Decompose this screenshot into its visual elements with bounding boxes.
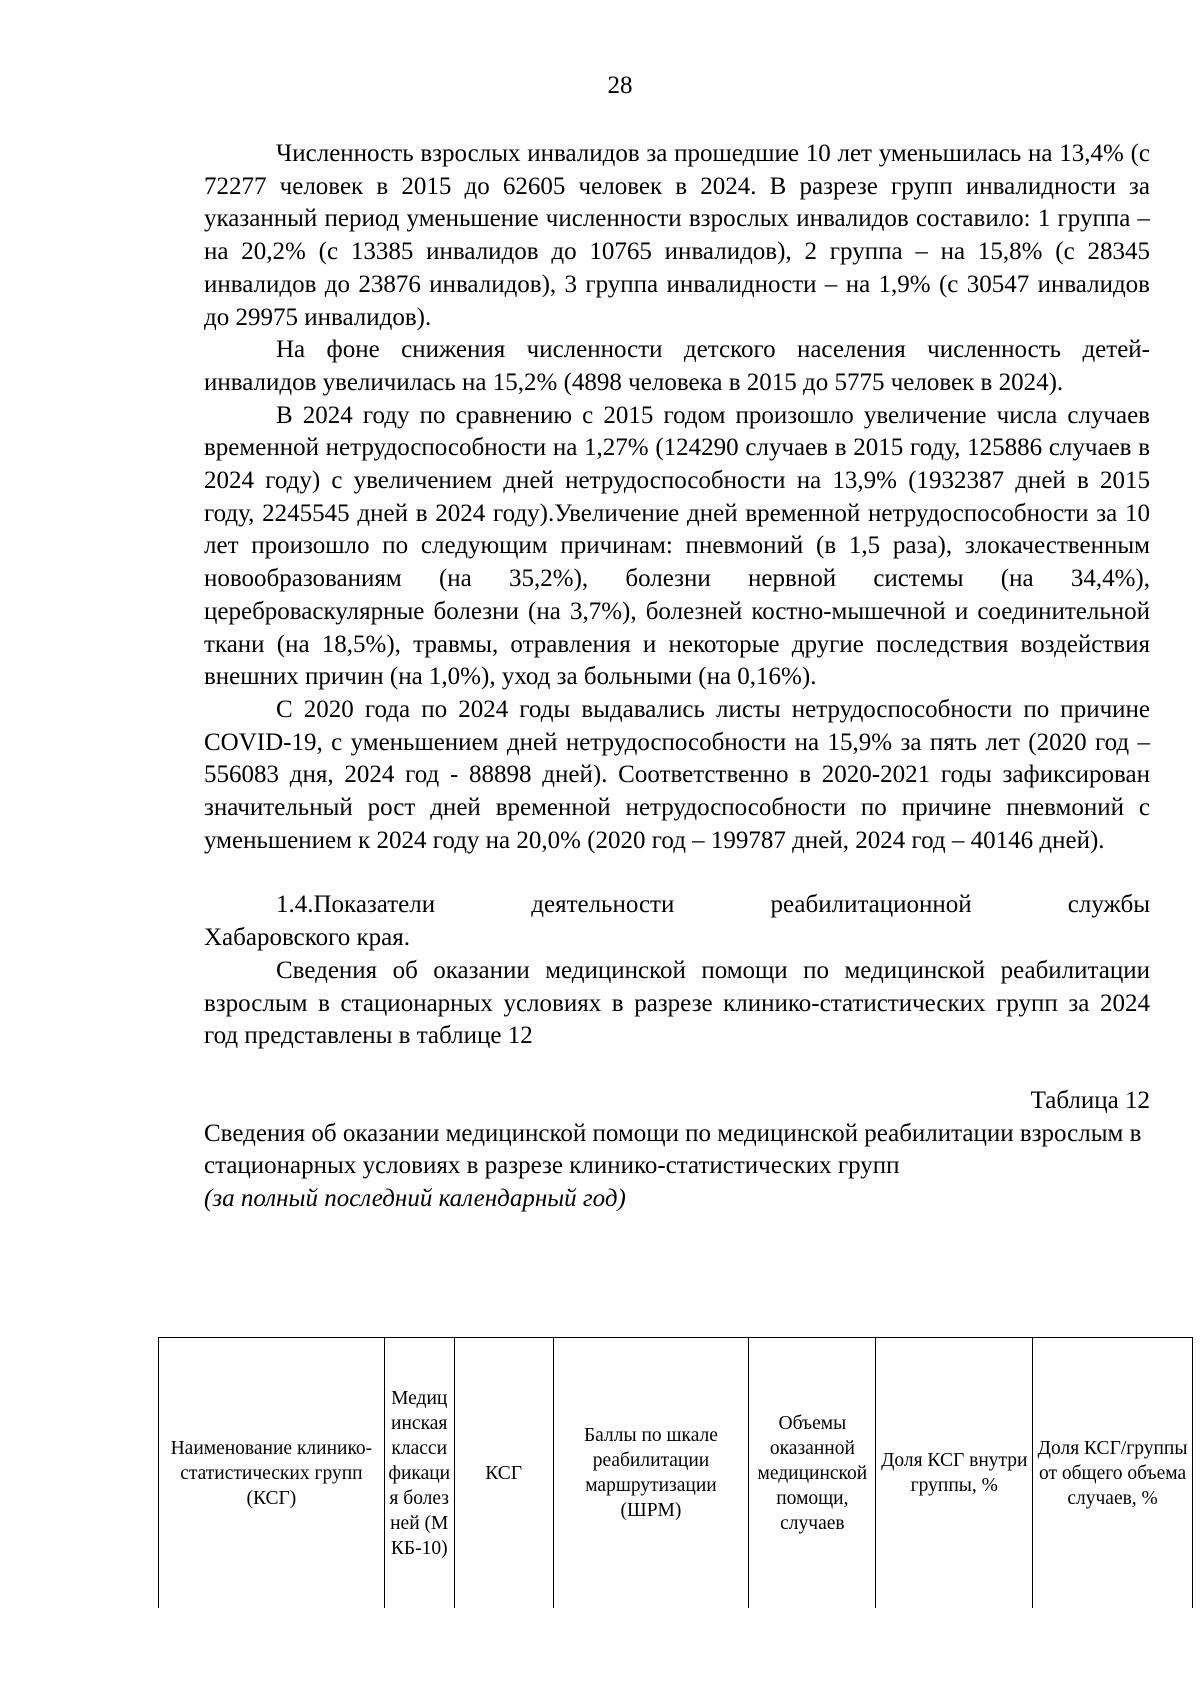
rehabilitation-table — [158, 1337, 1193, 1608]
paragraph-adult-disability: Численность взрослых инвалидов за прошедшие 10 лет уменьшилась на 13,4% (с 72277 человек в 2015 до 62605 человек в 2024. В разрезе групп инвалидности за указанный период уменьшение численности взрослых инвалидов составило: 1 группа – на 20,2% (с 13385 инвалидов до 10765 инвалидов), 2 группа – на 15,8% (с 28345 инвалидов до 23876 инвалидов), 3 группа инвалидности – на 1,9% (с 30547 инвалидов до 29975 инвалидов). — [204, 140, 1150, 331]
header-share-within-group: Доля КСГ внутри группы, % — [876, 1338, 1033, 1609]
table-subtitle: (за полный последний календарный год) — [204, 1185, 626, 1213]
table-title: Сведения об оказании медицинской помощи по медицинской реабилитации взрослым в стационарных условиях в разрезе клинико-статистических групп — [204, 1119, 1142, 1180]
section-intro: Сведения об оказании медицинской помощи по медицинской реабилитации взрослым в стационарных условиях в разрезе клинико-статистических групп за 2024 год представлены в таблице 12 — [204, 956, 1150, 1050]
table-header-row — [159, 1338, 1193, 1609]
document-body — [204, 138, 1150, 1216]
paragraph-child-disability: На фоне снижения численности детского населения численность детей-инвалидов увеличилась на 15,2% (4898 человека в 2015 до 5775 человек в 2024). — [204, 336, 1150, 396]
header-shrm-score: Баллы по шкале реабилитации маршрутизации (ШРМ) — [553, 1338, 749, 1609]
table-label: Таблица 12 — [1030, 1086, 1150, 1114]
header-mkb10: Медицинская классификация болезней (МКБ-10) — [384, 1338, 454, 1609]
header-share-of-total: Доля КСГ/группы от общего объема случаев, % — [1033, 1338, 1193, 1609]
header-care-volume: Объемы оказанной медицинской помощи, случаев — [749, 1338, 876, 1609]
page-number: 28 — [607, 72, 633, 99]
spacer — [204, 857, 1150, 889]
paragraph-covid: С 2020 года по 2024 годы выдавались листы нетрудоспособности по причине COVID-19, с уменьшением дней нетрудоспособности на 15,9% за пять лет (2020 год – 556083 дня, 2024 год - 88898 дней). Соответственно в 2020-2021 годы зафиксирован значительный рост дней временной нетрудоспособности по причине пневмоний с уменьшением к 2024 году на 20,0% (2020 год – 199787 дней, 2024 год – 40146 дней). — [204, 695, 1150, 854]
paragraph-temporary-disability: В 2024 году по сравнению с 2015 годом произошло увеличение числа случаев временной нетрудоспособности на 1,27% (124290 случаев в 2015 году, 125886 случаев в 2024 году) с увеличением дней нетрудоспособности на 13,9% (1932387 дней в 2015 году, 2245545 дней в 2024 году).Увеличение дней временной нетрудоспособности за 10 лет произошло по следующим причинам: пневмоний (в 1,5 раза), злокачественным новообразованиям (на 35,2%), болезни нервной системы (на 34,4%), цереброваскулярные болезни (на 3,7%), болезней костно-мышечной и соединительной ткани (на 18,5%), травмы, отравления и некоторые другие последствия воздействия внешних причин (на 1,0%), уход за больными (на 0,16%). — [204, 401, 1150, 691]
header-ksg: КСГ — [454, 1338, 553, 1609]
section-heading-continued: Хабаровского края. — [204, 924, 410, 952]
section-heading: 1.4.Показатели деятельности реабилитационной службы — [276, 891, 1150, 919]
header-ksg-name: Наименование клинико-статистических групп (КСГ) — [159, 1338, 385, 1609]
